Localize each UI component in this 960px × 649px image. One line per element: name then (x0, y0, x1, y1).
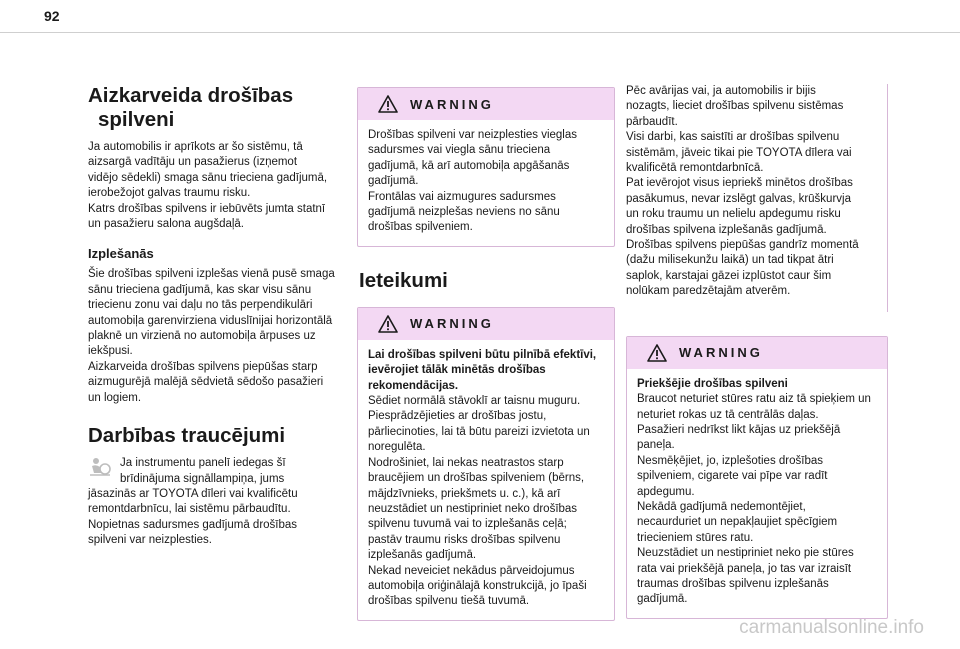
warning-header-3 (627, 337, 887, 369)
section-title-advice: Ieteikumi (359, 268, 448, 292)
warning-body-1: Drošības spilveni var neizplesties vieglas sadursmes vai viegla sānu trieciena gadījumā, kā arī automobiļa apgāšanās gadījumā. Frontālas vai aizmugures sadursmes gadījumā neizplešas neviens no sānu drošības spilveniem. (368, 129, 578, 234)
column-2 (357, 87, 615, 621)
faults-icon-text: Ja instrumentu panelī iedegas šī brīdinājuma signāllampiņa, jums (120, 457, 286, 485)
warning-header-1 (358, 88, 614, 120)
warning-header-2 (358, 308, 614, 340)
warning-triangle-icon (647, 344, 667, 362)
title-line-2: spilveni (98, 108, 175, 131)
title-line-1: Aizkarveida drošības (88, 84, 294, 107)
page-number: 92 (44, 8, 60, 24)
header-rule (0, 32, 960, 33)
watermark: carmanualsonline.info (739, 617, 924, 638)
deployment-text: Šie drošības spilveni izplešas vienā pusē smaga sānu trieciena gadījumā, kas skar visu sānu triecienu zonu vai daļu no tās perpendikulāri automobiļa garenvirziena viduslīnijai horizontālā plaknē un virzienā no automobiļa ārpuses uz iekšpusi. Aizkarveida drošības spilvens piepūšas starp aizmugurējā malējā sēdvietā sēdošo pasažieri un logiem. (88, 268, 335, 404)
warning-box-3 (626, 336, 888, 619)
warning-label-1: WARNING (410, 96, 494, 112)
warning-triangle-icon (378, 95, 398, 113)
warning-triangle-icon (378, 315, 398, 333)
warning-label-2: WARNING (410, 316, 494, 332)
warning-label-3: WARNING (679, 345, 763, 361)
subheading-deployment: Izplešanās (88, 246, 154, 262)
warning-body-3: Priekšējie drošības spilveni Braucot neturiet stūres ratu aiz tā spieķiem un neturiet rokas uz tā centrālās daļas. Pasažieri nedrīkst likt kājas uz priekšējā paneļa. Nesmēķējiet, jo, izplešoties drošības spilveniem, cigarete vai pīpe var radīt apdegumu. Nekādā gadījumā nedemontējiet, necaurduriet un nepakļaujiet spēcīgiem triecieniem stūres ratu. Neuzstādiet un nestipriniet neko pie stūres rata vai priekšējā paneļa, jo tas var izraisīt traumas drošības spilvenu izplešanās gadījumā. (637, 377, 871, 606)
column-3 (626, 84, 888, 619)
faults-text: jāsazinās ar TOYOTA dīleri vai kvalificētu remontdarbnīcu, lai sistēmu pārbaudītu. Nopietnas sadursmes gadījumā drošības spilveni var neizplesties. (88, 487, 298, 547)
intro-text: Ja automobilis ir aprīkots ar šo sistēmu, tā aizsargā vadītāju un pasažierus (izņemot vidējo sēdekli) smaga sānu trieciena gadījumā, ierobežojot galvas traumu risku. Katrs drošības spilvens ir iebūvēts jumta statnī un pasažieru salona augšdaļā. (88, 141, 328, 231)
faults-icon-row (88, 456, 350, 487)
warning-box-2 (357, 307, 615, 621)
column-1 (88, 70, 350, 549)
warning-box-1 (357, 87, 615, 247)
continued-text: Pēc avārijas vai, ja automobilis ir bijis nozagts, lieciet drošības spilvenu sistēmas pārbaudīt. Visi darbi, kas saistīti ar drošības spilvenu sistēmām, jāveic tikai pie TOYOTA dīlera vai kvalificētā remontdarbnīcā. Pat ievērojot visus iepriekš minētos drošības pasākumus, nevar izslēgt galvas, krūškurvja un roku traumu un nelielu apdegumu risku drošības spilvena izplešanās gadījumā. Drošības spilvens piepūšas gandrīz momentā (dažu milisekunžu laikā) un tad tikpat ātri saplok, karstajai gāzei izplūstot caur šim nolūkam paredzētajām atverēm. (626, 84, 888, 312)
section-title-curtain-airbags (88, 84, 350, 132)
airbag-warning-icon (88, 456, 112, 478)
warning-body-2: Lai drošības spilveni būtu pilnībā efektīvi, ievērojiet tālāk minētās drošības rekomendācijas. Sēdiet normālā stāvoklī ar taisnu muguru. Piesprādzējieties ar drošības jostu, pārliecinoties, lai tā būtu pareizi izvietota un noregulēta. Nodrošiniet, lai nekas neatrastos starp braucējiem un drošības spilveniem (bērns, mājdzīvnieks, priekšmets u. c.), kā arī neuzstādiet un nestipriniet neko drošības spilvenu tuvumā vai to izplešanās ceļā; pastāv traumu risks drošības spilvenu izplešanās gadījumā. Nekad neveiciet nekādus pārveidojumus automobiļa oriģinālajā konstrukcijā, jo īpaši drošības spilvenu tiešā tuvumā. (368, 348, 597, 608)
section-title-faults: Darbības traucējumi (88, 424, 286, 448)
